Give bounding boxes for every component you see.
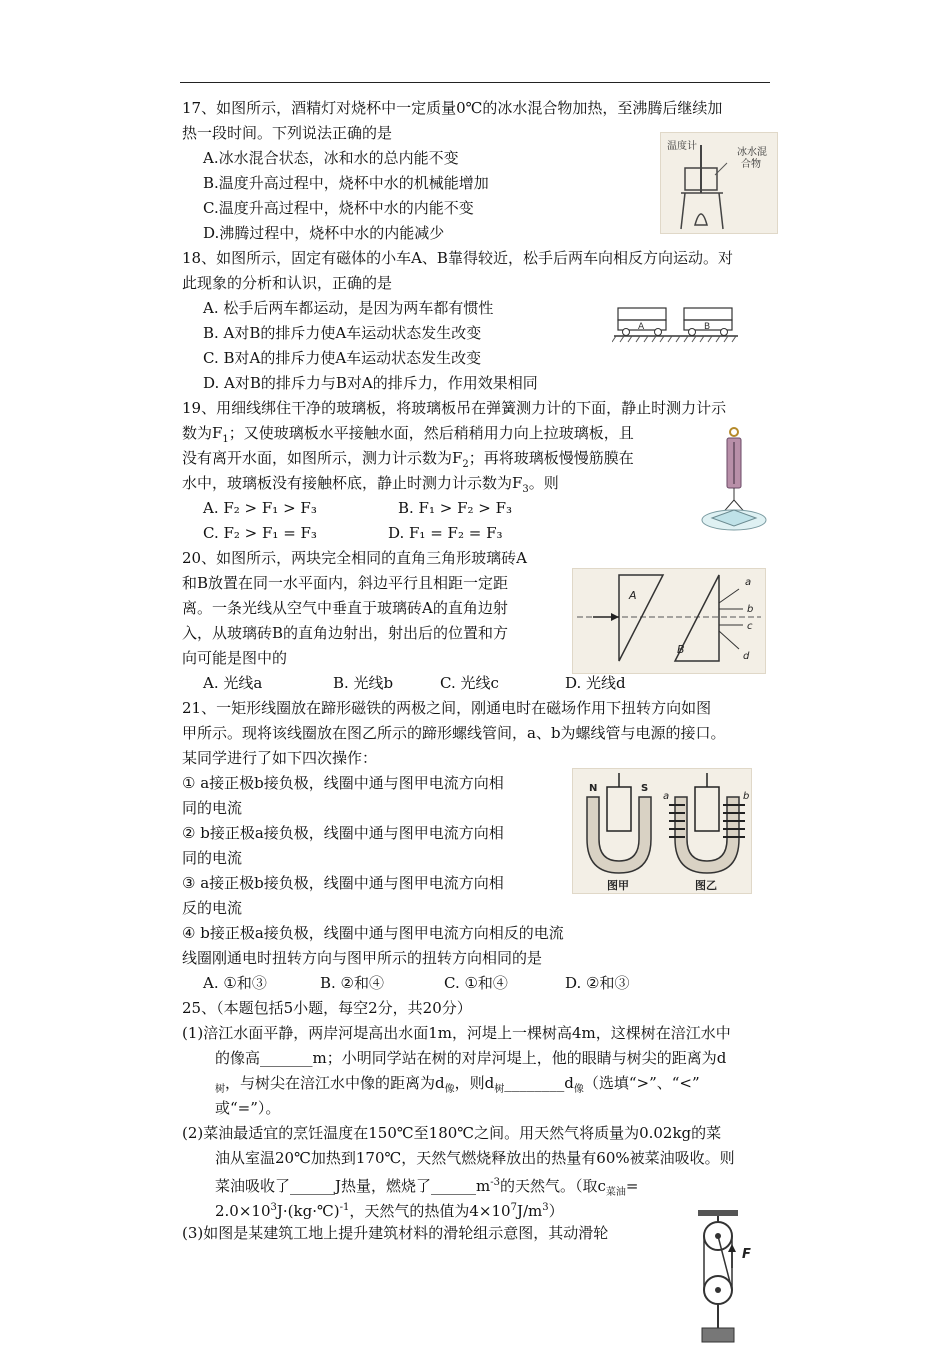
q21-op3-line1: ③ a接正极b接负极，线圈中通与图甲电流方向相 — [182, 874, 504, 892]
q20-stem-line2: 和B放置在同一水平面内，斜边平行且相距一定距 — [182, 574, 509, 592]
q25-part2-line1: (2)菜油最适宜的烹饪温度在150℃至180℃之间。用天然气将质量为0.02kg的菜 — [182, 1124, 722, 1142]
fig-ray-a: a — [745, 577, 752, 588]
header-rule — [180, 82, 770, 83]
q19-stem-line2: 数为$F_1$；又使玻璃板水平接触水面，然后稍稍用力向上拉玻璃板，且 — [182, 424, 634, 445]
fig-label-thermometer: 温度计 — [667, 141, 697, 152]
q21-stem-line2: 甲所示。现将该线圈放在图乙所示的蹄形螺线管间，a、b为螺线管与电源的接口。 — [182, 724, 726, 742]
q17-option-b: B.温度升高过程中，烧杯中水的机械能增加 — [203, 174, 489, 192]
q21-op4: ④ b接正极a接负极，线圈中通与图甲电流方向相反的电流 — [182, 924, 564, 942]
fig-ray-c: c — [747, 621, 753, 632]
q21-op2-line1: ② b接正极a接负极，线圈中通与图甲电流方向相 — [182, 824, 504, 842]
q19-option-a: A. F₂ > F₁ > F₃ — [203, 499, 317, 517]
q21-option-a: A. ①和③ — [203, 974, 267, 992]
q17-option-a: A.冰水混合状态，冰和水的总内能不变 — [203, 149, 459, 167]
q25-part2-line4: $2.0\times 10^3J\cdot(kg\cdot℃)^{-1}$，天然气的热值为$4\times 10^7J/m^3$） — [215, 1202, 564, 1220]
q17-option-c: C.温度升高过程中，烧杯中水的内能不变 — [203, 199, 474, 217]
q18-option-b: B. A对B的排斥力使A车运动状态发生改变 — [203, 324, 482, 342]
q19-option-c: C. F₂ > F₁ = F₃ — [203, 524, 317, 542]
fig-ray-d: d — [743, 651, 750, 662]
q21-op3-line2: 反的电流 — [182, 899, 243, 917]
q25-part1-line3: $_树$，与树尖在涪江水中像的距离为$d_像$，则$d_树\_\_\_\_\_\_\_\_d_像$（选填“>”、“<” — [215, 1074, 700, 1095]
q19-figure-spring-scale — [698, 424, 770, 540]
q18-stem-line1: 18、如图所示，固定有磁体的小车A、B靠得较近，松手后两车向相反方向运动。对 — [182, 249, 733, 267]
fig-force-f: F — [742, 1247, 751, 1262]
q18-option-a: A. 松手后两车都运动，是因为两车都有惯性 — [203, 299, 494, 317]
fig-prism-b: B — [677, 643, 685, 656]
q21-option-d: D. ②和③ — [565, 974, 630, 992]
q25-figure-pulley — [680, 1208, 770, 1344]
q25-part1-line1: (1)涪江水面平静，两岸河堤高出水面1m，河堤上一棵树高4m，这棵树在涪江水中 — [182, 1024, 731, 1042]
q18-option-d: D. A对B的排斥力与B对A的排斥力，作用效果相同 — [203, 374, 538, 392]
q19-option-b: B. F₁ > F₂ > F₃ — [398, 499, 513, 517]
q20-stem-line4: 入，从玻璃砖B的直角边射出，射出后的位置和方 — [182, 624, 509, 642]
fig-prism-a: A — [629, 589, 637, 602]
q20-stem-line5: 向可能是图中的 — [182, 649, 288, 667]
q19-option-d: D. F₁ = F₂ = F₃ — [388, 524, 503, 542]
q18-option-c: C. B对A的排斥力使A车运动状态发生改变 — [203, 349, 482, 367]
q17-stem-line2: 热一段时间。下列说法正确的是 — [182, 124, 393, 142]
q20-option-d: D. 光线d — [565, 674, 626, 692]
q18-figure-carts — [612, 300, 740, 348]
q20-stem-line1: 20、如图所示，两块完全相同的直角三角形玻璃砖A — [182, 549, 527, 567]
q20-option-a: A. 光线a — [203, 674, 263, 692]
q19-stem-line1: 19、用细线绑住干净的玻璃板，将玻璃板吊在弹簧测力计的下面，静止时测力计示 — [182, 399, 727, 417]
fig-cart-a: A — [638, 322, 645, 332]
q17-option-d: D.沸腾过程中，烧杯中水的内能减少 — [203, 224, 445, 242]
fig-pole-n: N — [589, 783, 598, 794]
q21-stem-line1: 21、一矩形线圈放在蹄形磁铁的两极之间，刚通电时在磁场作用下扭转方向如图 — [182, 699, 712, 717]
fig-terminal-b: b — [743, 791, 750, 802]
q19-stem-line3: 没有离开水面，如图所示，测力计示数为$F_2$；再将玻璃板慢慢筋膜在 — [182, 449, 634, 470]
fig-pole-s: S — [641, 783, 649, 794]
q21-option-c: C. ①和④ — [444, 974, 508, 992]
q25-part1-line2: 的像高_______m；小明同学站在树的对岸河堤上，他的眼睛与树尖的距离为d — [215, 1049, 727, 1067]
fig-label-mix2: 合物 — [741, 159, 761, 170]
q25-part2-line2: 油从室温20℃加热到170℃，天然气燃烧释放出的热量有60%被菜油吸收。则 — [215, 1149, 735, 1167]
q18-stem-line2: 此现象的分析和认识，正确的是 — [182, 274, 393, 292]
fig-caption-jia: 图甲 — [607, 879, 629, 892]
q17-figure-beaker — [660, 132, 778, 234]
q25-part2-line3: 菜油吸收了______J热量，燃烧了$\_\_\_\_\_\_m^{-3}$的天然气。（取$c_{菜油}=$ — [215, 1177, 639, 1198]
q20-stem-line3: 离。一条光线从空气中垂直于玻璃砖A的直角边射 — [182, 599, 508, 617]
fig-caption-yi: 图乙 — [695, 879, 717, 892]
q21-stem-line3: 某同学进行了如下四次操作： — [182, 749, 378, 767]
q20-figure-glass-prisms — [572, 568, 766, 674]
q25-heading: 25、（本题包括5小题，每空2分，共20分） — [182, 999, 472, 1017]
q21-op2-line2: 同的电流 — [182, 849, 243, 867]
q19-stem-line4: 水中，玻璃板没有接触杯底，静止时测力计示数为$F_3$。则 — [182, 474, 559, 495]
q21-figure-magnets — [572, 768, 752, 894]
q20-option-b: B. 光线b — [333, 674, 394, 692]
q21-question: 线圈刚通电时扭转方向与图甲所示的扭转方向相同的是 — [182, 949, 543, 967]
fig-terminal-a: a — [663, 791, 670, 802]
q21-option-b: B. ②和④ — [320, 974, 385, 992]
q21-op1-line1: ① a接正极b接负极，线圈中通与图甲电流方向相 — [182, 774, 504, 792]
q21-op1-line2: 同的电流 — [182, 799, 243, 817]
fig-label-mix1: 冰水混 — [737, 147, 767, 158]
fig-cart-b: B — [704, 322, 711, 332]
q25-part3-line1: (3)如图是某建筑工地上提升建筑材料的滑轮组示意图，其动滑轮 — [182, 1224, 609, 1242]
q17-stem-line1: 17、如图所示，酒精灯对烧杯中一定质量0℃的冰水混合物加热，至沸腾后继续加 — [182, 99, 723, 117]
q20-option-c: C. 光线c — [440, 674, 499, 692]
fig-ray-b: b — [747, 604, 754, 615]
q25-part1-line4: 或“=”）。 — [215, 1099, 281, 1117]
